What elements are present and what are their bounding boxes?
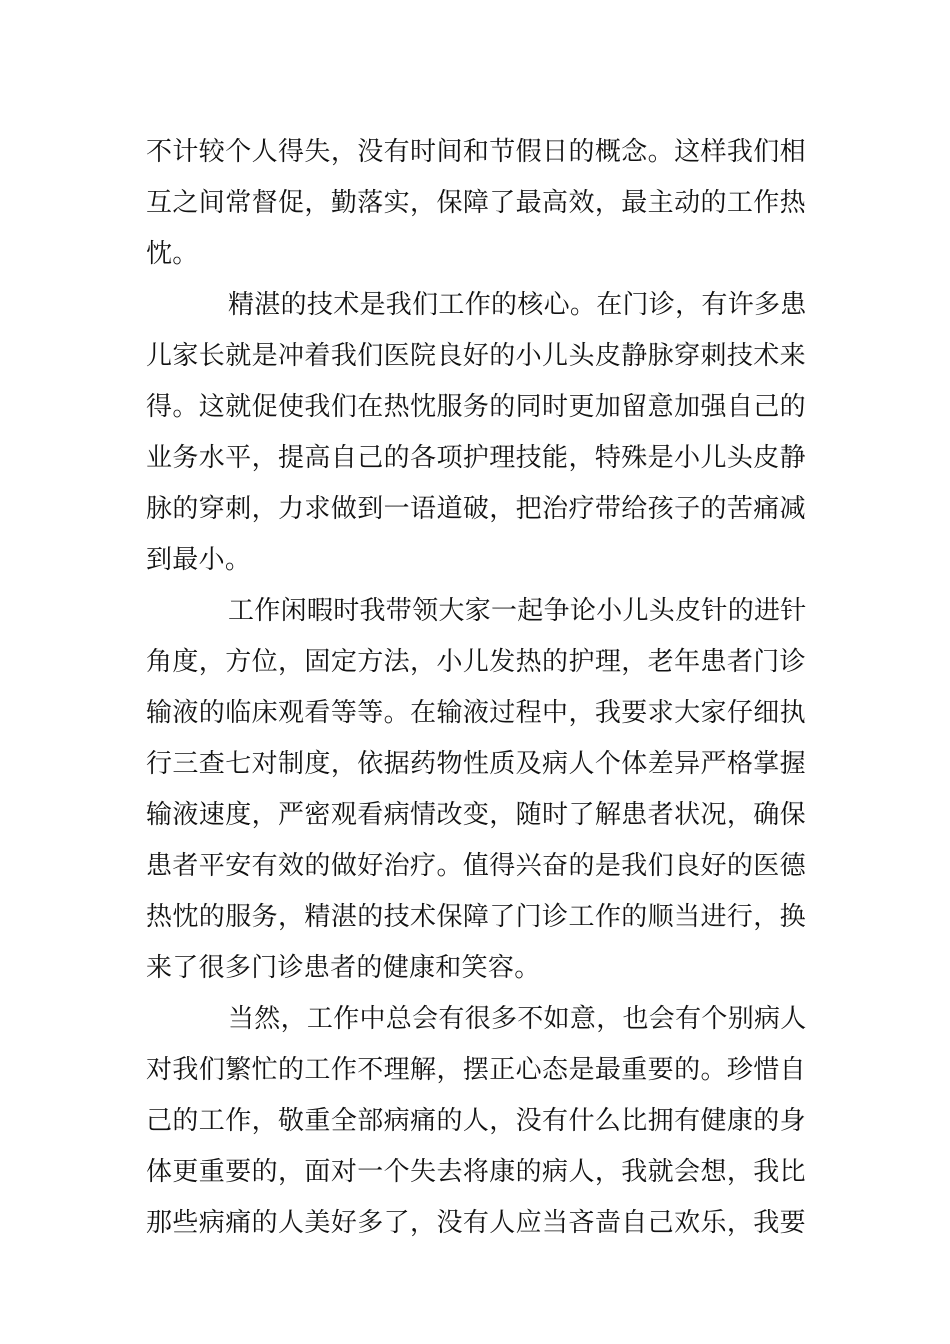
paragraph-3-line-7: 热忱的服务，精湛的技术保障了门诊工作的顺当进行，换	[146, 902, 806, 932]
paragraph-4-line-3: 己的工作，敬重全部病痛的人，没有什么比拥有健康的身	[146, 1106, 806, 1136]
paragraph-3-line-1: 工作闲暇时我带领大家一起争论小儿头皮针的进针	[228, 596, 807, 626]
paragraph-2-line-1: 精湛的技术是我们工作的核心。在门诊，有许多患	[228, 290, 807, 320]
paragraph-4-line-1: 当然，工作中总会有很多不如意，也会有个别病人	[228, 1004, 807, 1034]
paragraph-4-line-4: 体更重要的，面对一个失去将康的病人，我就会想，我比	[146, 1157, 806, 1187]
paragraph-3-line-4: 行三查七对制度，依据药物性质及病人个体差异严格掌握	[146, 749, 806, 779]
paragraph-4-line-5: 那些病痛的人美好多了，没有人应当吝啬自己欢乐，我要	[146, 1208, 806, 1238]
paragraph-3-line-3: 输液的临床观看等等。在输液过程中，我要求大家仔细执	[146, 698, 806, 728]
paragraph-3-line-2: 角度，方位，固定方法，小儿发热的护理，老年患者门诊	[146, 647, 806, 677]
paragraph-2-line-4: 业务水平，提高自己的各项护理技能，特殊是小儿头皮静	[146, 443, 806, 473]
paragraph-3-line-6: 患者平安有效的做好治疗。值得兴奋的是我们良好的医德	[146, 851, 806, 881]
paragraph-3-line-5: 输液速度，严密观看病情改变，随时了解患者状况，确保	[146, 800, 806, 830]
paragraph-2-line-2: 儿家长就是冲着我们医院良好的小儿头皮静脉穿刺技术来	[146, 341, 806, 371]
paragraph-2-line-6: 到最小。	[146, 545, 252, 575]
paragraph-1-line-1: 不计较个人得失，没有时间和节假日的概念。这样我们相	[146, 137, 806, 167]
paragraph-2-line-5: 脉的穿刺，力求做到一语道破，把治疗带给孩子的苦痛减	[146, 494, 806, 524]
paragraph-1-line-2: 互之间常督促，勤落实，保障了最高效，最主动的工作热	[146, 188, 806, 218]
paragraph-4-line-2: 对我们繁忙的工作不理解，摆正心态是最重要的。珍惜自	[146, 1055, 806, 1085]
paragraph-3-line-8: 来了很多门诊患者的健康和笑容。	[146, 953, 541, 983]
paragraph-2-line-3: 得。这就促使我们在热忱服务的同时更加留意加强自己的	[146, 392, 806, 422]
document-body	[146, 127, 806, 1249]
paragraph-1-line-3: 忱。	[146, 239, 199, 269]
